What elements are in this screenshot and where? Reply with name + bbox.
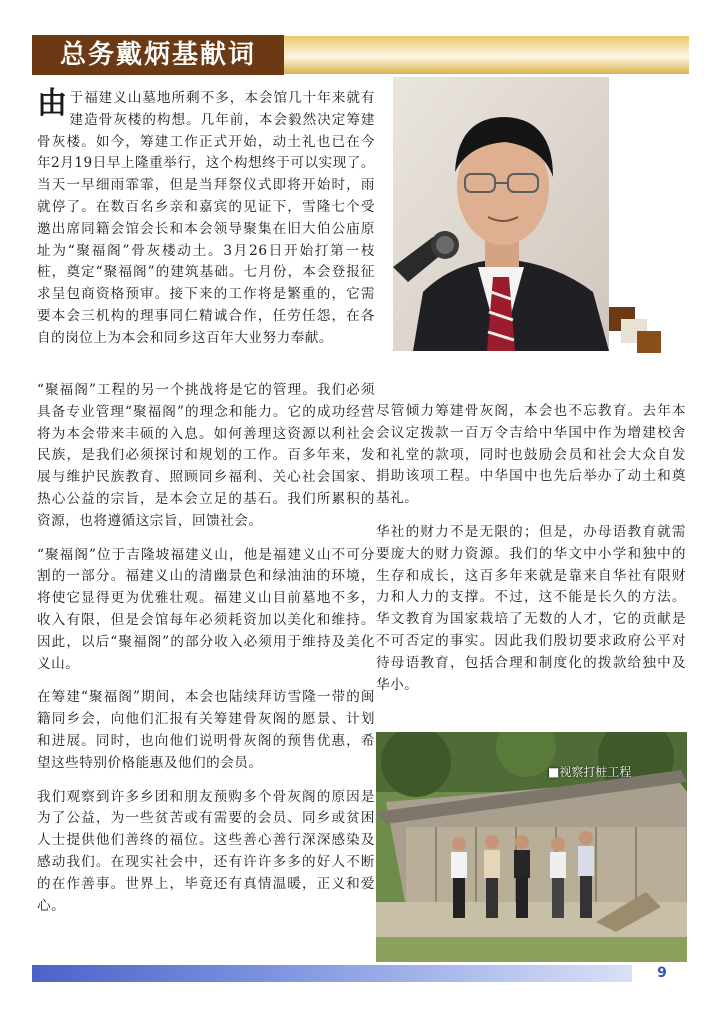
left-column-top [37,88,375,362]
paragraph-text: 于福建义山墓地所剩不多，本会馆几十年来就有建造骨灰楼的构想。几年前，本会毅然决定筹建骨灰楼。如今，筹建工作正式开始，动土礼也已在今年2月19日早上隆重举行，这个构想终于可以实现了。当天一早细雨霏霏，但是当拜祭仪式即将开始时，雨就停了。在数百名乡亲和嘉宾的见证下，雪隆七个受邀出席同籍会馆会长和本会领导聚集在旧大伯公庙原址为“聚福阁”骨灰楼动土。3月26日开始打第一枝桩，奠定“聚福阁”的建筑基础。七月份，本会登报征求呈包商资格预审。接下来的工作将是繁重的，它需要本会三机构的理事同仁精诚合作，任劳任怨，在各自的岗位上为本会和同乡这百年大业努力奉献。 [37,90,375,346]
site-inspection-photo [376,732,687,962]
paragraph: “聚福阁”工程的另一个挑战将是它的管理。我们必须具备专业管理“聚福阁”的理念和能力。它的成功经营将为本会带来丰硕的入息。如何善理这资源以利社会民族，是我们必须探讨和规划的工作。百多年来，发展与维护民族教育、照顾同乡福利、关心社会国家、热心公益的宗旨，是本会立足的基石。我们所累积的资源，也将遵循这宗旨，回馈社会。 [37,382,375,529]
right-column [376,401,686,708]
footer-bar [32,965,632,982]
portrait-image [393,77,609,351]
portrait-photo [393,77,609,351]
dropcap: 由 [37,86,68,121]
photo-caption: ■视察打桩工程 [548,765,632,779]
paragraph: 我们观察到许多乡团和朋友预购多个骨灰阁的原因是为了公益，为一些贫苦或有需要的会员、同乡或贫困人士提供他们善终的福位。这些善心善行深深感染及感动我们。在现实社会中，还有许许多多的好人不断的在作善事。世界上，毕竟还有真情温暖，正义和爱心。 [37,788,375,914]
paragraph: 在筹建“聚福阁”期间，本会也陆续拜访雪隆一带的闽籍同乡会，向他们汇报有关筹建骨灰阁的愿景、计划和进展。同时，也向他们说明骨灰阁的预售优惠，希望这些特别价格能惠及他们的会员。 [37,689,375,771]
page-title: 总务戴炳基献词 [60,40,257,70]
paragraph: 尽管倾力筹建骨灰阁，本会也不忘教育。去年本会议定拨款一百万令吉给中华国中作为增建校舍和礼堂的款项，同时也鼓励会员和社会大众自发捐助该项工程。中华国中也先后举办了动土和奠基礼。 [376,403,686,507]
paragraph: 华社的财力不是无限的；但是，办母语教育就需要庞大的财力资源。我们的华文中小学和独中的生存和成长，这百多年来就是靠来自华社有限财力和人力的支撑。不过，这不能是长久的方法。华文教育为国家栽培了无数的人才，它的贡献是不可否定的事实。因此我们殷切要求政府公平对待母语教育，包括合理和制度化的拨款给独中及华小。 [376,523,686,693]
site-inspection-image [376,732,687,962]
decorative-squares-icon [609,307,663,355]
gold-header-rule [284,36,689,74]
page-number: 9 [657,965,667,981]
paragraph: “聚福阁”位于吉隆坡福建义山，他是福建义山不可分割的一部分。福建义山的清幽景色和绿油油的环境，将使它显得更为优雅壮观。福建义山目前墓地不多，收入有限，但是会馆每年必须耗资加以美化和维持。因此，以后“聚福阁”的部分收入必须用于维持及美化义山。 [37,546,375,672]
left-column-bottom [37,380,375,929]
paragraph [37,88,375,350]
